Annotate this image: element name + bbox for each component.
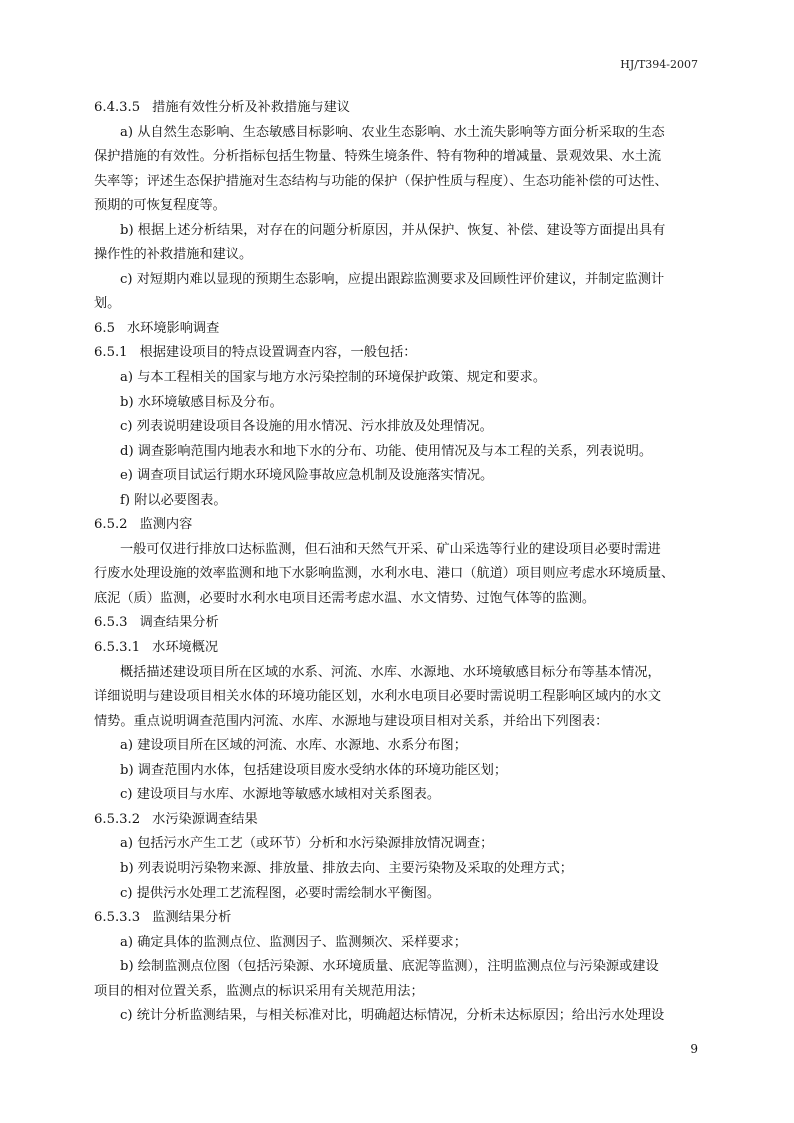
section-heading: [94, 636, 702, 661]
page-number: 9: [690, 1042, 698, 1056]
paragraph-line-indented: b) 列表说明污染物来源、排放量、排放去向、主要污染物及采取的处理方式；: [120, 860, 573, 876]
paragraph-line: 行废水处理设施的效率监测和地下水影响监测，水利水电、港口（航道）项目则应考虑水环境质量、: [94, 566, 675, 582]
paragraph-line-indented: c) 统计分析监测结果，与相关标准对比，明确超达标情况，分析未达标原因；给出污水处理设: [120, 1008, 665, 1024]
paragraph-line-indented: c) 对短期内难以显现的预期生态影响，应提出跟踪监测要求及回顾性评价建议，并制定监测计: [120, 271, 665, 287]
paragraph-line-indented: a) 包括污水产生工艺（或环节）分析和水污染源排放情况调查；: [120, 836, 494, 852]
document-body: [94, 96, 702, 1029]
paragraph-line: 详细说明与建设项目相关水体的环境功能区划，水利水电项目必要时需说明工程影响区域内的水文: [94, 689, 662, 705]
paragraph-line-indented: f) 附以必要图表。: [120, 492, 227, 508]
section-title: 根据建设项目的特点设置调查内容，一般包括：: [139, 345, 417, 361]
section-heading: [94, 808, 702, 833]
section-title: 监测内容: [139, 517, 193, 533]
paragraph-line-indented: b) 调查范围内水体，包括建设项目废水受纳水体的环境功能区划；: [120, 762, 508, 778]
paragraph-line-indented: b) 水环境敏感目标及分布。: [120, 394, 283, 410]
paragraph-line: 项目的相对位置关系，监测点的标识采用有关规范用法；: [94, 983, 424, 999]
paragraph-line: 失率等；评述生态保护措施对生态结构与功能的保护（保护性质与程度）、生态功能补偿的可达性、: [94, 173, 668, 189]
paragraph-line-indented: b) 绘制监测点位图（包括污染源、水环境质量、底泥等监测），注明监测点位与污染源或建设: [120, 959, 659, 975]
section-number: 6.5: [94, 320, 115, 336]
paragraph-line-indented: c) 列表说明建设项目各设施的用水情况、污水排放及处理情况。: [120, 419, 493, 435]
section-number: 6.5.2: [94, 517, 128, 533]
section-number: 6.5.3.1: [94, 640, 141, 656]
section-number: 6.5.3: [94, 615, 128, 631]
paragraph-line: 底泥（质）监测，必要时水利水电项目还需考虑水温、水文情势、过饱气体等的监测。: [94, 590, 596, 606]
section-heading: [94, 317, 702, 342]
section-heading: [94, 341, 702, 366]
section-heading: [94, 611, 702, 636]
section-title: 调查结果分析: [139, 615, 219, 631]
section-number: 6.5.3.3: [94, 910, 141, 926]
paragraph-line-indented: c) 建设项目与水库、水源地等敏感水域相对关系图表。: [120, 787, 441, 803]
section-number: 6.4.3.5: [94, 100, 141, 115]
section-title: 水污染源调查结果: [152, 811, 258, 827]
paragraph-line-indented: a) 确定具体的监测点位、监测因子、监测频次、采样要求；: [120, 934, 467, 950]
document-code: HJ/T394-2007: [620, 58, 698, 71]
section-heading: [94, 513, 702, 538]
paragraph-line: 保护措施的有效性。分析指标包括生物量、特殊生境条件、特有物种的增减量、景观效果、水土流: [94, 149, 662, 165]
paragraph-line-indented: 一般可仅进行排放口达标监测，但石油和天然气开采、矿山采选等行业的建设项目必要时需进: [120, 541, 661, 557]
paragraph-line-indented: b) 根据上述分析结果，对存在的问题分析原因，并从保护、恢复、补偿、建设等方面提出具有: [120, 222, 666, 238]
paragraph-line: 划。: [94, 296, 121, 312]
paragraph-line-indented: a) 与本工程相关的国家与地方水污染控制的环境保护政策、规定和要求。: [120, 370, 547, 386]
paragraph-line-indented: e) 调查项目试运行期水环境风险事故应急机制及设施落实情况。: [120, 468, 494, 484]
paragraph-line: 预期的可恢复程度等。: [94, 198, 226, 214]
section-heading: [94, 96, 702, 121]
paragraph-line-indented: a) 建设项目所在区域的河流、水库、水源地、水系分布图；: [120, 738, 467, 754]
section-title: 水环境概况: [152, 640, 219, 656]
section-number: 6.5.3.2: [94, 811, 141, 827]
paragraph-line-indented: c) 提供污水处理工艺流程图，必要时需绘制水平衡图。: [120, 885, 441, 901]
paragraph-line-indented: d) 调查影响范围内地表水和地下水的分布、功能、使用情况及与本工程的关系，列表说明。: [120, 443, 653, 459]
paragraph-line-indented: 概括描述建设项目所在区域的水系、河流、水库、水源地、水环境敏感目标分布等基本情况，: [120, 664, 661, 680]
section-title: 监测结果分析: [152, 910, 232, 926]
section-heading: [94, 906, 702, 931]
section-number: 6.5.1: [94, 345, 128, 361]
section-title: 措施有效性分析及补救措施与建议: [152, 100, 350, 115]
paragraph-line: 情势。重点说明调查范围内河流、水库、水源地与建设项目相对关系，并给出下列图表：: [94, 713, 609, 729]
paragraph-line: 操作性的补救措施和建议。: [94, 247, 253, 263]
section-title: 水环境影响调查: [126, 320, 220, 336]
paragraph-line-indented: a) 从自然生态影响、生态敏感目标影响、农业生态影响、水土流失影响等方面分析采取的生态: [120, 124, 665, 140]
